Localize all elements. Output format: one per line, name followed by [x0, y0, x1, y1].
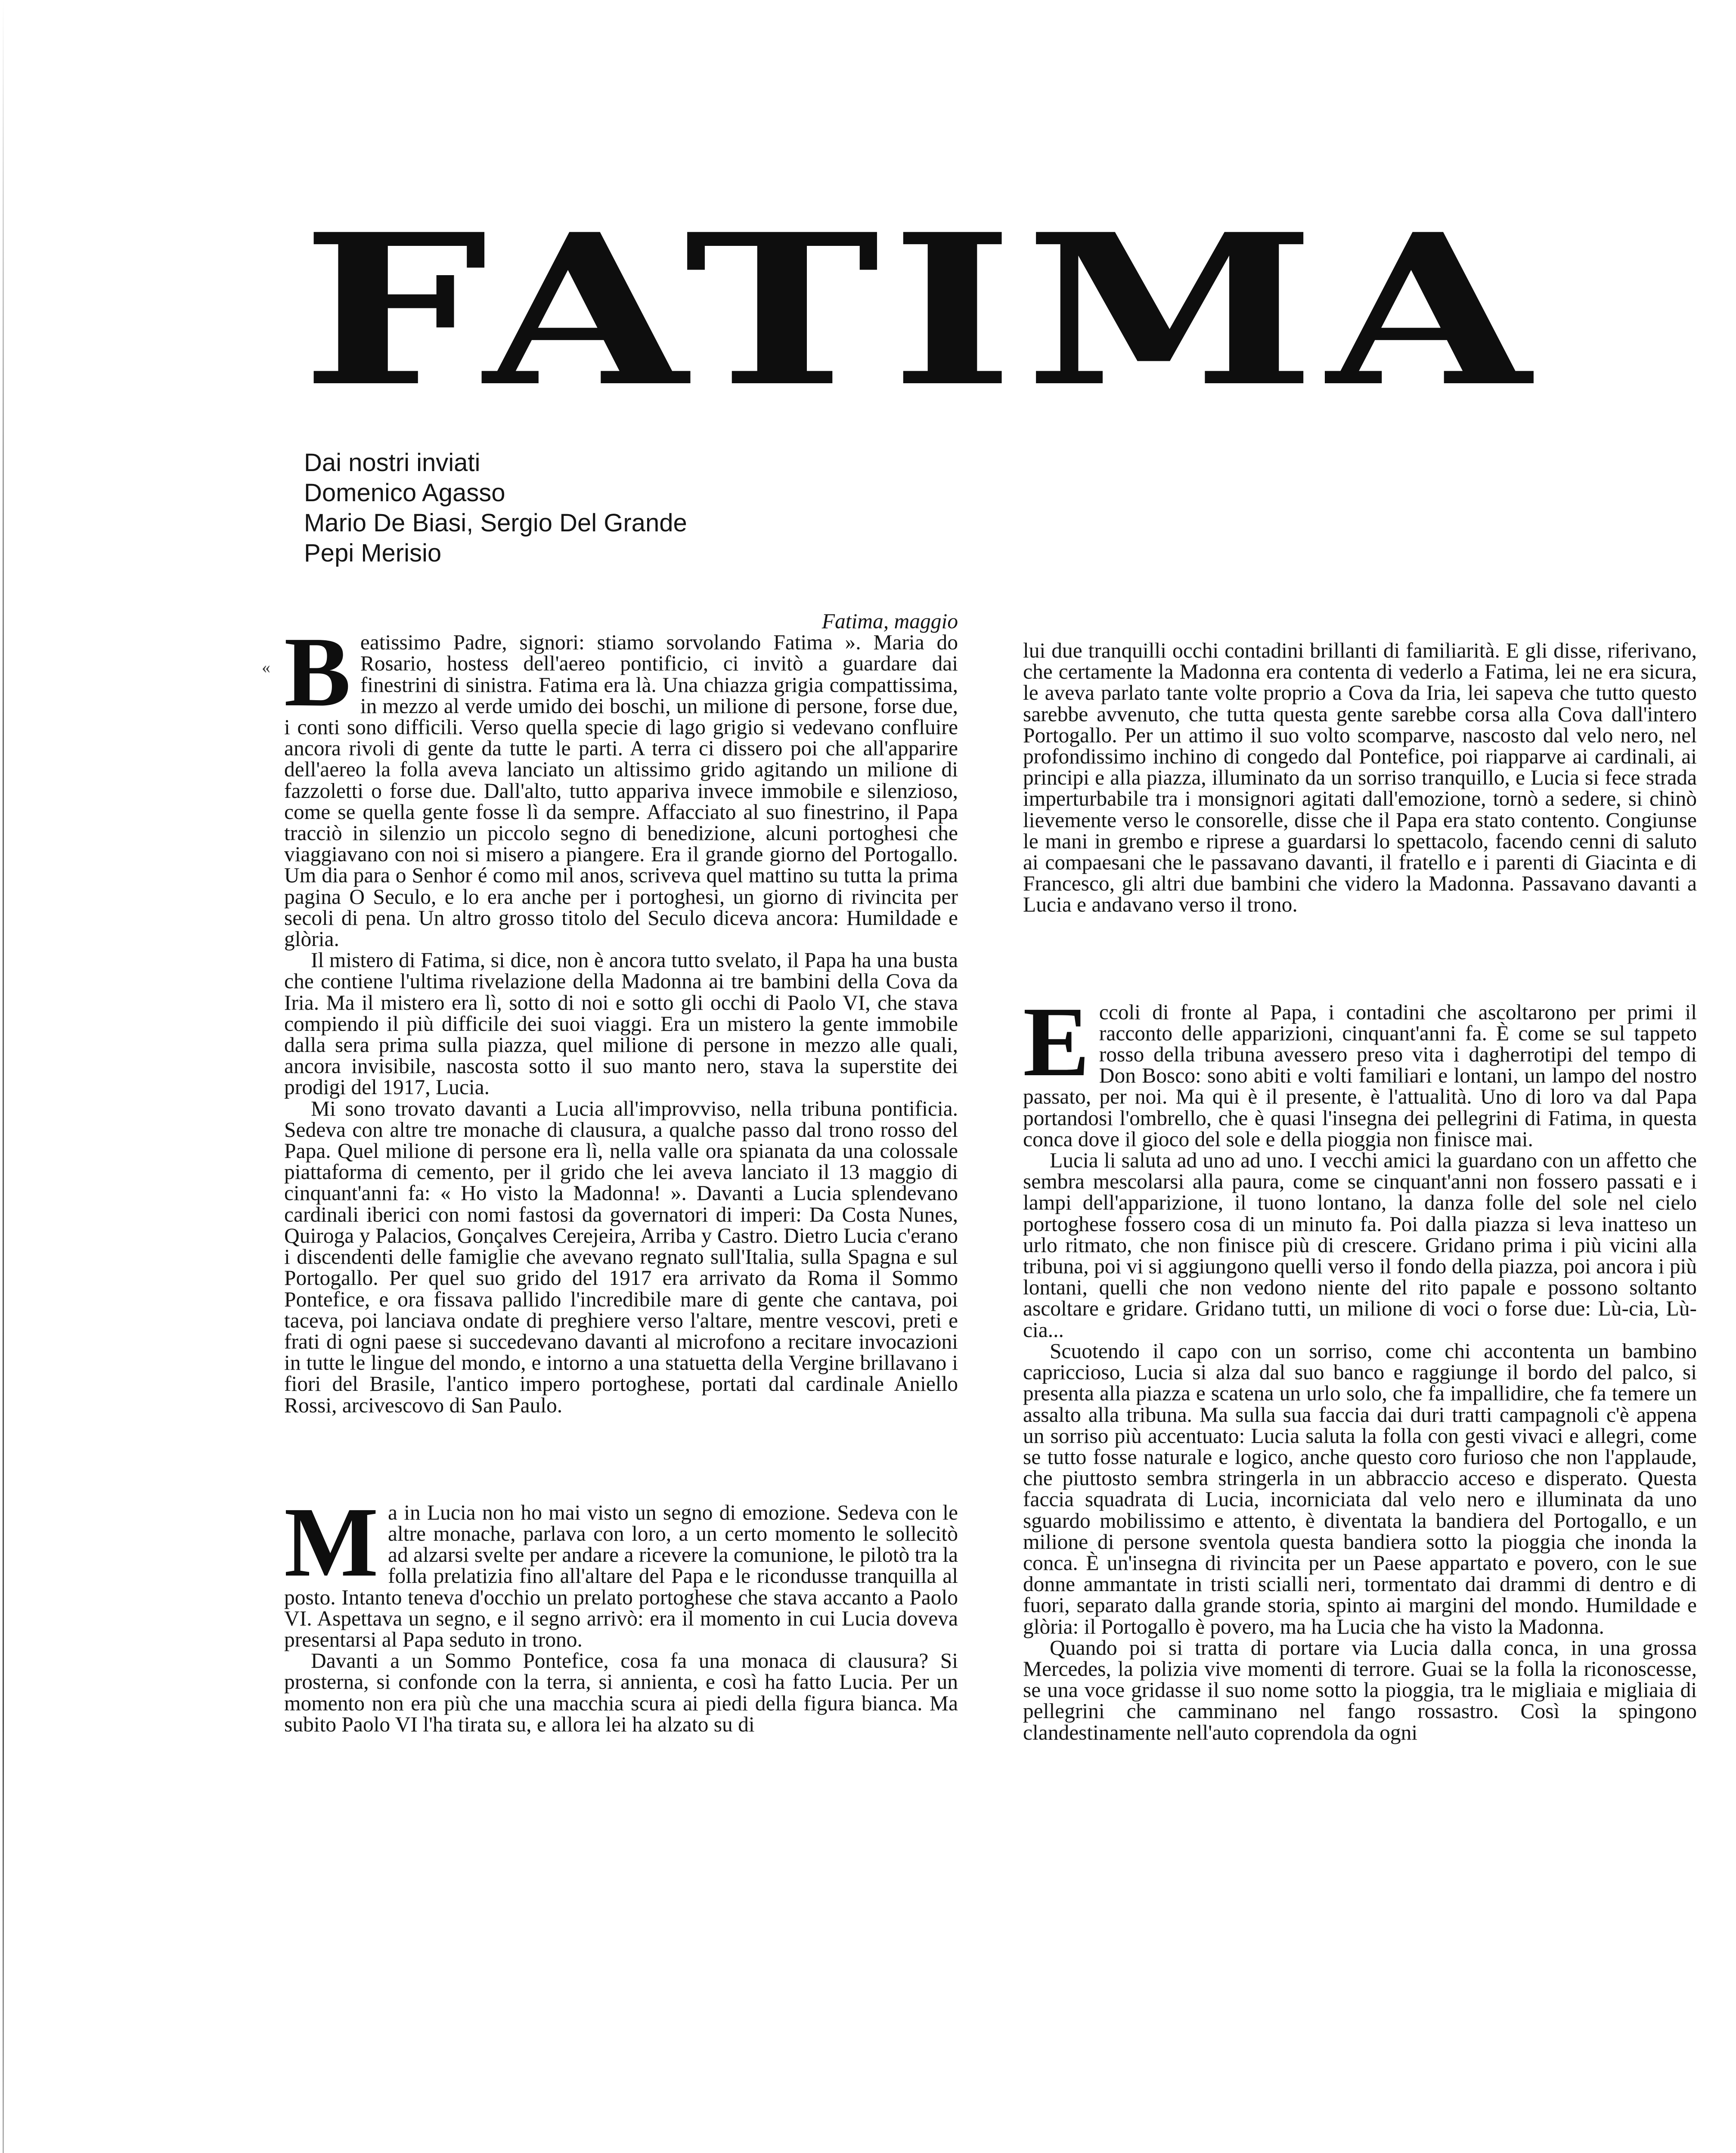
byline-line: Domenico Agasso — [304, 479, 505, 507]
byline-line: Pepi Merisio — [304, 539, 442, 567]
paragraph: Davanti a un Sommo Pontefice, cosa fa una monaca di clausura? Si prosterna, si confonde con la terra, si annienta, e così ha fatto Lucia. Per un momento non era più che una macchia scura ai piedi della figura bianca. Ma subito Paolo VI l'ha tirata su, e allora lei ha alzato su di — [284, 1649, 958, 1736]
byline — [304, 448, 687, 568]
article-title: FATIMA — [301, 188, 1542, 432]
column-left — [262, 609, 958, 1736]
dateline: Fatima, maggio — [822, 609, 958, 633]
paragraph: a in Lucia non ho mai visto un segno di emozione. Sedeva con le altre monache, parlava con loro, a un certo momento le sollecitò ad alzarsi svelte per andare a ricevere la comunione, le pilotò tra la folla prelatizia fino all'altare del Papa e le ricondusse tranquilla al posto. Intanto teneva d'occhio un prelato portoghese che stava accanto a Paolo VI. Aspettava un segno, e il segno arrivò: era il momento in cui Lucia doveva presentarsi al Papa seduto in trono. — [284, 1500, 958, 1651]
page-edge-shadow — [3, 0, 4, 2153]
section-continuation — [1023, 640, 1697, 915]
paragraph: eatissimo Padre, signori: stiamo sorvolando Fatima ». Maria do Rosario, hostess dell'aereo pontificio, ci invitò a guardare dai finestrini di sinistra. Fatima era là. Una chiazza grigia compattissima, in mezzo al verde umido dei boschi, un milione di persone, forse due, i conti sono difficili. Verso quella specie di lago grigio si vedevano confluire ancora rivoli di gente da tutte le parti. A terra ci dissero poi che all'apparire dell'aereo la folla aveva lanciato un altissimo grido agitando un milione di fazzoletti o forse due. Dall'alto, tutto appariva invece immobile e silenzioso, come se quella gente fosse lì da sempre. Affacciato al suo finestrino, il Papa tracciò in silenzio un piccolo segno di benedizione, alcuni portoghesi che viaggiavano con noi si misero a piangere. Era il grande giorno del Portogallo. Um dia para o Senhor é como mil anos, scriveva quel mattino su tutta la prima pagina O Seculo, e lo era anche per i portoghesi, un giorno di rivincita per secoli di pena. Un altro grosso titolo del Seculo diceva ancora: Humildade e glòria. — [284, 630, 958, 951]
paragraph: Quando poi si tratta di portare via Lucia dalla conca, in una grossa Mercedes, la polizia vive momenti di terrore. Guai se la folla la riconoscesse, se una voce gridasse il suo nome sotto la pioggia, tra le migliaia e migliaia di pellegrini che camminano nel fango rossastro. Così la spingono clandestinamente nell'auto coprendola da ogni — [1023, 1635, 1697, 1744]
byline-line: Dai nostri inviati — [304, 449, 480, 477]
paragraph: lui due tranquilli occhi contadini brillanti di familiarità. E gli disse, riferivano, che certamente la Madonna era contenta di vederlo a Fatima, lei ne era sicura, le aveva parlato tante volte proprio a Cova da Iria, lei sapeva che tutto questo sarebbe avvenuto, che tutta questa gente sarebbe corsa alla Cova dall'intero Portogallo. Per un attimo il suo volto scomparve, nascosto dal velo nero, nel profondissimo inchino di congedo dal Pontefice, poi riapparve ai cardinali, ai principi e alla piazza, illuminato da un sorriso tranquillo, e Lucia si fece strada imperturbabile tra i monsignori agitati dall'emozione, tornò a sedere, si chinò lievemente verso le consorelle, disse che il Papa era stato contento. Congiunse le mani in grembo e riprese a guardarsi lo spettacolo, facendo cenni di saluto ai compaesani che le passavano davanti, il fratello e i parenti di Giacinta e di Francesco, gli altri due bambini che videro la Madonna. Passavano davanti a Lucia e andavano verso il trono. — [1023, 639, 1697, 917]
section-lucia-emotion — [284, 1486, 958, 1736]
paragraph: Lucia li saluta ad uno ad uno. I vecchi amici la guardano con un affetto che sembra mescolarsi alla paura, come se cinquant'anni non fossero passati e i lampi dell'apparizione, il tuono lontano, la danza folle del sole nel cielo portoghese fossero cosa di un minuto fa. Poi dalla piazza si leva inatteso un urlo ritmato, che non finisce più di crescere. Gridano prima i più vicini alla tribuna, poi vi si aggiungono quelli verso il fondo della piazza, poi ancora i più lontani, quelli che non vedono niente del rito papale e possono soltanto ascoltare e gridare. Gridano tutti, un milione di voci o forse due: Lù-cia, Lù-cia... — [1023, 1148, 1697, 1342]
section-contadini — [1023, 986, 1697, 1744]
opening-quote-mark: « — [262, 658, 270, 677]
drop-cap: M — [284, 1486, 378, 1598]
paragraph: ccoli di fronte al Papa, i contadini che ascoltarono per primi il racconto delle apparizioni, cinquant'anni fa. È come se sul tappeto rosso della tribuna avessero preso vita i dagherrotipi del tempo di Don Bosco: sono abiti e volti familiari e lontani, un lampo del nostro passato, per noi. Ma qui è il presente, è l'attualità. Uno di loro va dal Papa portandosi l'ombrello, che è quasi l'insegna dei pellegrini di Fatima, in questa conca dove il gioco del sole e della pioggia non finisce mai. — [1023, 1000, 1697, 1151]
drop-cap: E — [1023, 986, 1090, 1097]
column-right — [1023, 640, 1697, 1743]
paragraph: Il mistero di Fatima, si dice, non è ancora tutto svelato, il Papa ha una busta che contiene l'ultima rivelazione della Madonna ai tre bambini della Cova da Iria. Ma il mistero era lì, sotto di noi e sotto gli occhi di Paolo VI, che stava compiendo il più difficile dei suoi viaggi. Era un mistero la gente immobile dalla sera prima sulla piazza, quel milione di persone in mezzo alle quali, ancora invisibile, nascosta sotto il suo manto nero, stava la superstite dei prodigi del 1917, Lucia. — [284, 948, 958, 1099]
paragraph: Mi sono trovato davanti a Lucia all'improvviso, nella tribuna pontificia. Sedeva con altre tre monache di clausura, a qualche passo dal trono rosso del Papa. Quel milione di persone era lì, nella valle ora spianata da una colossale piattaforma di cemento, per il grido che lei aveva lanciato il 13 maggio di cinquant'anni fa: « Ho visto la Madonna! ». Davanti a Lucia splendevano cardinali iberici con nomi fastosi da governatori di imperi: Da Costa Nunes, Quiroga y Palacios, Gonçalves Cerejeira, Arriba y Castro. Dietro Lucia c'erano i discendenti delle famiglie che avevano regnato sull'Italia, sulla Spagna e sul Portogallo. Per quel suo grido del 1917 era arrivato da Roma il Sommo Pontefice, e ora fissava pallido l'incredibile mare di gente che cantava, poi taceva, poi lanciava ondate di preghiere verso l'altare, mentre vescovi, preti e frati di ogni paese si succedevano davanti al microfono a recitare invocazioni in tutte le lingue del mondo, e intorno a una statuetta della Vergine brillavano i fiori del Brasile, l'antico impero portoghese, portati dal cardinale Aniello Rossi, arcivescovo di San Paulo. — [284, 1096, 958, 1417]
drop-cap: B — [284, 617, 351, 728]
byline-line: Mario De Biasi, Sergio Del Grande — [304, 509, 687, 537]
paragraph: Scuotendo il capo con un sorriso, come chi accontenta un bambino capriccioso, Lucia si alza dal suo banco e raggiunge il bordo del palco, si presenta alla piazza e scatena un urlo solo, che fa impallidire, che fa temere un assalto alla tribuna. Ma sulla sua faccia dai duri tratti campagnoli c'è appena un sorriso più accentuato: Lucia saluta la folla con gesti vivaci e allegri, come se tutto fosse naturale e logico, anche questo coro furioso che non l'applaude, che piuttosto sembra stringerla in un abbraccio acceso e disperato. Questa faccia squadrata di Lucia, incorniciata dal velo nero e illuminata da uno sguardo mobilissimo e attento, è diventata la bandiera del Portogallo, e un milione di persone sventola questa bandiera sotto la pioggia che inonda la conca. È un'insegna di rivincita per un Paese appartato e povero, con le sue donne ammantate in tristi scialli neri, tormentato dai drammi di dentro e di fuori, separato dalla grande storia, spinto ai margini del mondo. Humildade e glòria: il Portogallo è povero, ma ha Lucia che ha visto la Madonna. — [1023, 1339, 1697, 1638]
